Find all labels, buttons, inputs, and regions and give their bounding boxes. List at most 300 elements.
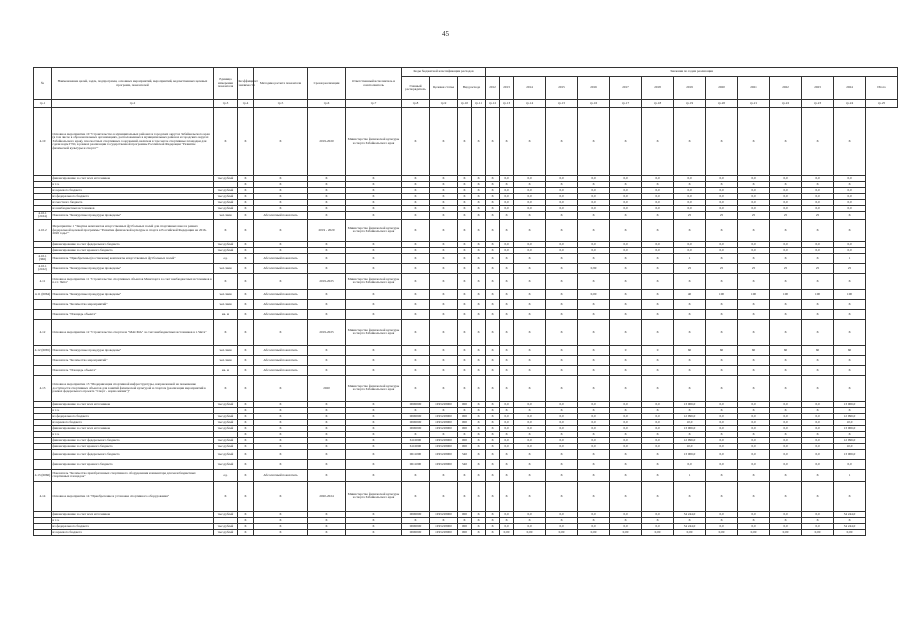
row-year-value: X [500,212,514,220]
row-year-value: X [472,319,486,345]
row-year-value: X [642,459,674,469]
row-year-value: 0,0 [578,200,610,206]
header-year: 2013 [500,77,514,100]
row-year-value: 0,0 [514,247,546,253]
row-responsible: X [346,355,402,365]
header-name: Наименование целей, задач, подпрограмм, основных мероприятий, мероприятий, ведомственных целевых программ, показателей [52,68,214,100]
row-year-value: 0,0 [738,511,770,517]
column-number: гр.15 [546,100,578,108]
row-unit: чел./мин [214,299,238,309]
row-year-value: 0,0 [500,188,514,194]
row-year-value: 0,0 [546,200,578,206]
row-year-value: X [642,375,674,401]
row-year-value: 0,0 [802,188,834,194]
row-total: 0,0 [834,206,866,212]
row-year-value: 0,0 [706,413,738,419]
row-period: X [308,194,346,200]
row-year-value: X [706,375,738,401]
row-year-value: 0,0 [500,443,514,449]
row-code-grbs: X [402,289,430,299]
row-number: 4.13 (6066) [34,469,52,481]
column-number: гр.24 [834,100,866,108]
row-name: из внебюджетных источников [52,206,214,212]
row-coef: X [238,437,254,443]
row-year-value: X [802,309,834,319]
header-year: 2021 [738,77,770,100]
row-code-grbs: 0000000 [402,523,430,529]
row-year-value: 0,0 [642,419,674,425]
row-year-value: 100 [706,289,738,299]
row-year-value: 100 [738,289,770,299]
row-year-value: 0,0 [770,188,802,194]
row-code-expense: 000 [458,511,472,517]
row-year-value: 0,0 [610,247,642,253]
table-row [34,108,898,176]
row-name: Показатель "Конкурсные процедуры проведены" [52,263,214,273]
row-code-target: X [430,247,458,253]
row-total: X [834,299,866,309]
row-responsible: X [346,469,402,481]
row-total: X [834,365,866,375]
row-year-value: X [486,309,500,319]
row-year-value: X [642,431,674,437]
row-year-value: X [486,108,500,176]
row-year-value: X [610,481,642,511]
row-year-value: X [802,253,834,263]
row-code-target: X [430,219,458,241]
row-coef: X [238,299,254,309]
row-code-expense: 540 [458,449,472,459]
row-year-value: 0,0 [770,176,802,182]
row-responsible: X [346,241,402,247]
row-unit: тыс.рублей [214,413,238,419]
row-number [34,365,52,375]
row-year-value: X [546,309,578,319]
row-number: 4.10.1 (2162) [34,263,52,273]
row-year-value: X [706,299,738,309]
row-year-value: X [674,319,706,345]
row-code-target: X [430,375,458,401]
row-year-value: 0,0 [802,523,834,529]
program-table [33,67,898,536]
table-row [34,375,898,401]
row-code-grbs: X [402,345,430,355]
row-code-target: X [430,182,458,188]
row-year-value: X [546,469,578,481]
row-year-value: 0,0 [578,188,610,194]
row-year-value: X [514,407,546,413]
row-year-value: 0,0 [546,419,578,425]
row-code-grbs: X [402,253,430,263]
row-year-value: X [578,517,610,523]
row-period: 2019 - 2020 [308,219,346,241]
row-name: из краевого бюджета [52,188,214,194]
header-year: 2015 [546,77,578,100]
row-responsible: X [346,437,402,443]
row-year-value: X [610,219,642,241]
table-row [34,273,898,289]
row-year-value: 0,0 [802,511,834,517]
row-year-value: 13 006,0 [674,401,706,407]
row-code-expense: X [458,289,472,299]
row-year-value: X [472,375,486,401]
column-number: гр.14 [514,100,546,108]
row-year-value: X [514,309,546,319]
row-year-value: X [486,431,500,437]
row-unit: чел./мин [214,289,238,299]
row-year-value: X [472,529,486,535]
row-year-value: X [486,212,500,220]
row-code-target: 1P45228000 [430,413,458,419]
row-year-value: X [472,365,486,375]
header-grbs: Главный распорядитель [402,77,430,100]
row-unit: тыс.рублей [214,511,238,517]
row-unit: X [214,481,238,511]
row-year-value: X [472,443,486,449]
row-year-value: 25 [738,263,770,273]
row-year-value: X [546,517,578,523]
row-year-value: X [770,273,802,289]
row-year-value: X [472,253,486,263]
row-year-value: X [500,273,514,289]
row-number: 4.10 [34,108,52,176]
row-name: финансирование за счет краевого бюджета [52,443,214,449]
row-total: 0,0 [834,241,866,247]
row-year-value: X [486,375,500,401]
row-year-value: X [610,108,642,176]
row-coef: X [238,375,254,401]
row-year-value: X [546,273,578,289]
row-year-value: 0,0 [642,401,674,407]
row-year-value: X [546,263,578,273]
row-year-value: 0,0 [642,523,674,529]
row-responsible: X [346,206,402,212]
row-period: X [308,523,346,529]
row-method: X [254,443,308,449]
row-year-value: 0,0 [546,511,578,517]
row-year-value: X [546,253,578,263]
row-responsible: X [346,529,402,535]
row-coef: X [238,345,254,355]
row-name: в т.ч. [52,431,214,437]
row-year-value: 0,0 [610,437,642,443]
row-code-grbs: X [402,182,430,188]
row-year-value: 0,0 [770,206,802,212]
row-year-value: 0,0 [642,200,674,206]
row-year-value: X [578,407,610,413]
row-code-grbs: X [402,299,430,309]
row-total: X [834,212,866,220]
row-year-value: X [706,365,738,375]
row-year-value: X [546,219,578,241]
row-total: 10,0 [834,419,866,425]
row-unit: тыс.рублей [214,194,238,200]
row-code-expense: X [458,263,472,273]
row-method: X [254,206,308,212]
row-year-value: X [610,407,642,413]
row-responsible: X [346,194,402,200]
row-year-value: 0,0 [802,437,834,443]
row-unit: ед. [214,253,238,263]
row-year-value: X [610,319,642,345]
column-number: гр.10 [458,100,472,108]
row-code-target: 1P45228000 [430,425,458,431]
row-year-value: X [500,219,514,241]
row-year-value: 25 [706,212,738,220]
row-number [34,459,52,469]
row-period: X [308,309,346,319]
row-year-value: 0,0 [674,241,706,247]
row-year-value: 0,0 [770,425,802,431]
row-year-value: 0,0 [802,206,834,212]
row-year-value: 60 [770,345,802,355]
row-unit: чел./мин [214,263,238,273]
row-code-grbs: X [402,319,430,345]
row-year-value: X [486,176,500,182]
row-unit: X [214,273,238,289]
row-code-target: X [430,194,458,200]
row-name: из федерального бюджета [52,413,214,419]
row-year-value: 0,0 [578,247,610,253]
row-year-value: 0,0 [706,200,738,206]
row-year-value: X [486,194,500,200]
row-coef: X [238,319,254,345]
row-unit: тыс.рублей [214,443,238,449]
row-unit: тыс.рублей [214,459,238,469]
row-year-value: X [578,469,610,481]
row-year-value: 0,0 [500,437,514,443]
row-year-value: 13 006,0 [674,425,706,431]
row-year-value: X [802,431,834,437]
row-number [34,355,52,365]
row-coef: X [238,365,254,375]
row-year-value: 0,0 [546,523,578,529]
row-coef: X [238,247,254,253]
row-year-value: X [500,365,514,375]
row-year-value: 0,0 [642,206,674,212]
row-year-value: X [472,419,486,425]
row-year-value: 0,0 [770,241,802,247]
row-year-value: X [578,431,610,437]
row-code-target: 1P45228000 [430,419,458,425]
row-period: X [308,253,346,263]
row-number: 4.14 [34,481,52,511]
row-year-value: X [486,299,500,309]
row-coef: X [238,182,254,188]
row-year-value: 0,0 [578,413,610,419]
row-year-value: X [546,449,578,459]
row-year-value: X [486,188,500,194]
row-year-value: X [738,253,770,263]
row-responsible: X [346,263,402,273]
row-period: X [308,511,346,517]
row-number: 4.10.1 (2164) [34,212,52,220]
row-year-value: X [546,375,578,401]
row-method: X [254,194,308,200]
row-year-value: 0,0 [802,413,834,419]
row-total: X [834,431,866,437]
row-name: финансирование за счет всех источников [52,425,214,431]
row-year-value: X [514,365,546,375]
row-responsible: X [346,419,402,425]
row-year-value: 0,0 [610,200,642,206]
row-year-value: X [674,431,706,437]
row-method: X [254,219,308,241]
row-code-grbs: X [402,517,430,523]
row-method: X [254,413,308,419]
row-total: 12 996,0 [834,437,866,443]
row-name: в т.ч. [52,182,214,188]
row-year-value: X [486,319,500,345]
row-code-target: X [430,108,458,176]
row-year-value: 0,0 [578,419,610,425]
row-year-value: 0,0 [674,188,706,194]
row-year-value: X [770,431,802,437]
row-method: X [254,273,308,289]
row-year-value: 25 [706,263,738,273]
row-year-value: 0,99 [578,263,610,273]
row-code-grbs: 0000000 [402,529,430,535]
row-year-value: 0,00 [546,529,578,535]
row-coef: X [238,459,254,469]
row-year-value: X [486,443,500,449]
header-year: 2023 [802,77,834,100]
row-code-expense: X [458,469,472,481]
row-year-value: 0,0 [610,188,642,194]
row-number: 4.12 (6065) [34,345,52,355]
row-year-value: 1 [674,253,706,263]
row-year-value: X [500,355,514,365]
row-code-expense: X [458,273,472,289]
row-year-value: 0,0 [610,206,642,212]
table-row [34,253,898,263]
row-year-value: X [500,431,514,437]
row-period: X [308,289,346,299]
row-year-value: X [472,517,486,523]
row-year-value: X [472,355,486,365]
row-total: X [834,517,866,523]
row-code-grbs: 0000000 [402,419,430,425]
column-number: гр.20 [706,100,738,108]
row-year-value: X [500,299,514,309]
row-year-value: X [546,345,578,355]
row-year-value: 0,0 [738,449,770,459]
row-number [34,309,52,319]
row-year-value: X [674,365,706,375]
row-code-grbs: X [402,407,430,413]
row-year-value: X [770,517,802,523]
row-code-expense: X [458,108,472,176]
row-year-value: X [486,481,500,511]
row-coef: X [238,481,254,511]
row-year-value: X [642,355,674,365]
row-year-value: X [802,365,834,375]
row-period: X [308,413,346,419]
row-year-value: X [738,309,770,319]
row-name: из федерального бюджета [52,523,214,529]
row-year-value: 0,0 [802,194,834,200]
row-year-value: 100 [802,289,834,299]
row-responsible: X [346,188,402,194]
row-period: X [308,425,346,431]
row-year-value: X [610,459,642,469]
row-year-value: X [472,212,486,220]
row-method: X [254,200,308,206]
row-year-value: 0,0 [610,401,642,407]
row-year-value: 0,0 [706,511,738,517]
row-responsible: X [346,413,402,419]
row-year-value: X [486,425,500,431]
row-code-target: 1P45228000 [430,511,458,517]
row-code-expense: X [458,176,472,182]
row-name: Основное мероприятие 11 "Строительство спортивных объектов Минспорта за счет внебюджетных источников в п.г.т. Чита" [52,273,214,289]
row-year-value: 0,00 [770,529,802,535]
row-year-value: X [472,459,486,469]
row-number: 4.12 [34,319,52,345]
row-year-value: 0,0 [802,200,834,206]
row-code-grbs: X [402,263,430,273]
row-total: 0,00 [834,529,866,535]
row-code-target: 1P45228000 [430,459,458,469]
row-year-value: X [642,253,674,263]
row-year-value: 0,0 [610,523,642,529]
row-year-value: X [802,219,834,241]
table-row [34,365,898,375]
row-year-value: X [500,108,514,176]
row-code-grbs: 0000000 [402,425,430,431]
row-year-value: X [642,407,674,413]
header-year: 2017 [610,77,642,100]
row-coef: X [238,523,254,529]
row-code-grbs: X [402,212,430,220]
row-code-grbs: X [402,108,430,176]
row-year-value: 0,0 [514,437,546,443]
row-unit: кв. м [214,309,238,319]
row-code-target: X [430,319,458,345]
row-year-value: X [738,319,770,345]
row-year-value: X [486,449,500,459]
row-period: X [308,407,346,413]
row-year-value: 0,0 [610,419,642,425]
row-year-value: X [706,407,738,413]
row-year-value: 0,0 [500,413,514,419]
row-name: финансирование за счет всех источников [52,511,214,517]
column-number: гр.21 [738,100,770,108]
row-code-grbs: X [402,481,430,511]
column-number: гр.13 [500,100,514,108]
row-year-value: 0,0 [514,401,546,407]
row-unit: тыс.рублей [214,529,238,535]
row-year-value: X [514,273,546,289]
row-code-target: X [430,176,458,182]
row-year-value: X [486,401,500,407]
row-name: финансирование за счет федерального бюджета [52,449,214,459]
row-coef: X [238,407,254,413]
row-year-value: X [706,182,738,188]
header-unit: Единица измерения показателя [214,68,238,100]
row-unit: тыс.рублей [214,247,238,253]
row-code-grbs: X [402,176,430,182]
row-coef: X [238,511,254,517]
row-year-value: 0,0 [770,247,802,253]
row-total: 10,0 [834,443,866,449]
row-year-value: 0,0 [770,419,802,425]
row-method: X [254,182,308,188]
row-year-value: 0,0 [642,413,674,419]
row-year-value: X [610,289,642,299]
row-total: 1 [834,253,866,263]
row-code-expense: X [458,517,472,523]
